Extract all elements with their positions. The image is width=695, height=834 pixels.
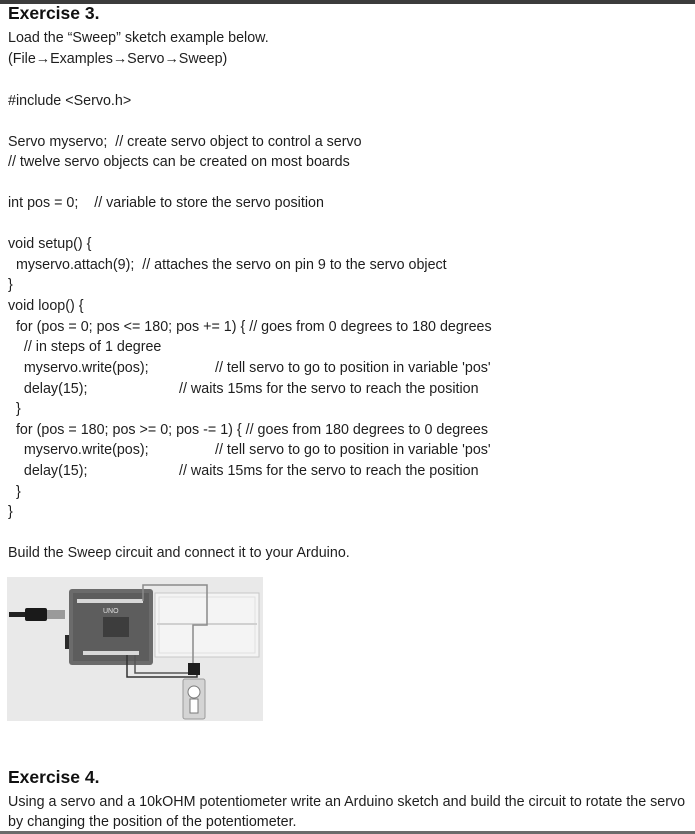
code-for-up: for (pos = 0; pos <= 180; pos += 1) { // goes from 0 degrees to 180 degrees [8,319,492,335]
code-setup-close: } [8,277,13,293]
code-setup-open: void setup() { [8,236,92,252]
code-write-up-comment: // tell servo to go to position in variable 'pos' [215,360,491,376]
code-loop-open: void loop() { [8,298,84,314]
exercise-4-text: Using a servo and a 10kOHM potentiometer write an Arduino sketch and build the circuit to rotate the servo by changing the position of the potentiometer. [8,794,686,830]
code-for-up-close: } [8,401,21,417]
exercise-3-menu-path: (File→Examples→Servo→Sweep) [8,51,228,67]
code-steps-comment: // in steps of 1 degree [8,339,162,355]
top-border [0,0,695,4]
exercise-4-heading: Exercise 4. [8,767,100,787]
exercise-3-intro: Load the “Sweep” sketch example below. [8,30,269,46]
sweep-circuit-figure [7,577,263,721]
code-write-down: myservo.write(pos); [8,442,149,458]
circuit-illustration [7,577,263,721]
code-servo-declaration: Servo myservo; // create servo object to control a servo [8,134,362,150]
code-attach: myservo.attach(9); // attaches the servo on pin 9 to the servo object [8,257,447,273]
code-delay-down-comment: // waits 15ms for the servo to reach the position [179,463,479,479]
code-for-down-close: } [8,484,21,500]
build-instruction: Build the Sweep circuit and connect it to your Arduino. [8,545,350,561]
code-include: #include <Servo.h> [8,93,132,109]
board-logo: UNO [103,608,119,615]
code-for-down: for (pos = 180; pos >= 0; pos -= 1) { // goes from 180 degrees to 0 degrees [8,422,489,438]
exercise-3-heading: Exercise 3. [8,3,100,23]
code-loop-close: } [8,504,13,520]
code-pos-declaration: int pos = 0; // variable to store the servo position [8,195,324,211]
code-write-up: myservo.write(pos); [8,360,149,376]
code-delay-up-comment: // waits 15ms for the servo to reach the position [179,381,479,397]
code-write-down-comment: // tell servo to go to position in variable 'pos' [215,442,491,458]
code-delay-down: delay(15); [8,463,88,479]
code-delay-up: delay(15); [8,381,88,397]
code-comment-twelve: // twelve servo objects can be created on most boards [8,154,350,170]
